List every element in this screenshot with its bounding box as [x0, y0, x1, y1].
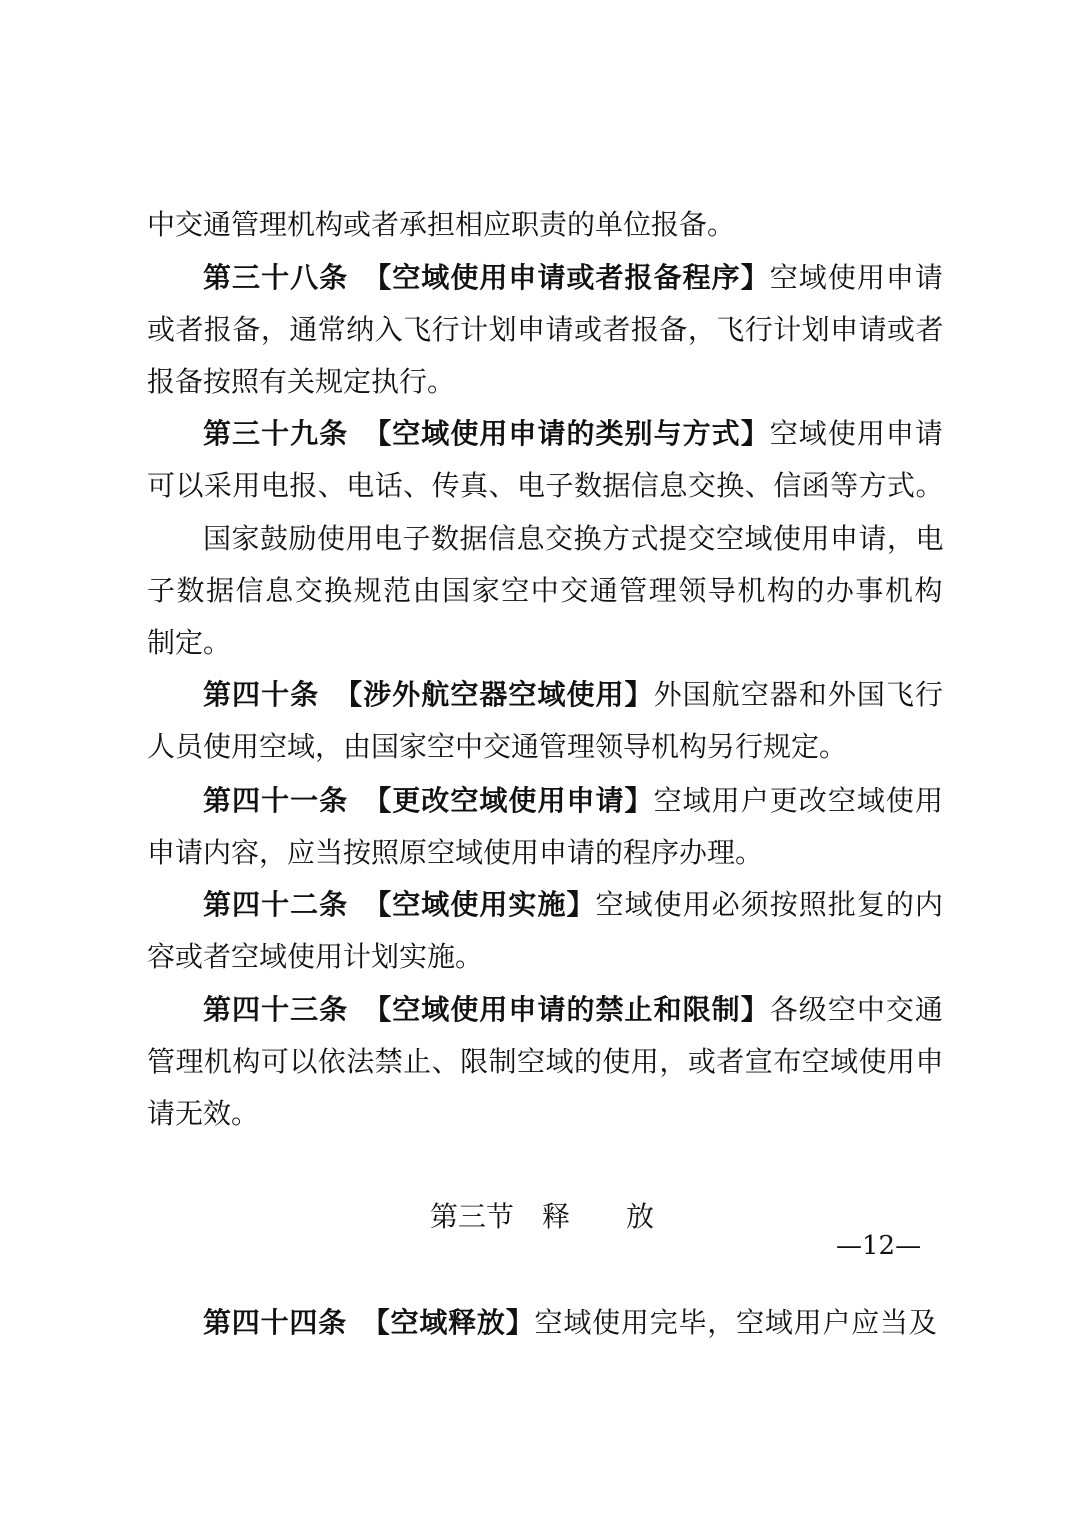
article-text: 中交通管理机构或者承担相应职责的单位报备。 — [147, 208, 736, 241]
article-text: 各级空中交通 — [769, 993, 944, 1026]
article-heading: 第四十二条 【空域使用实施】 — [203, 888, 596, 921]
article-text: 制定。 — [147, 626, 232, 659]
article-heading: 第四十一条 【更改空域使用申请】 — [203, 784, 654, 817]
article-text: 可以采用电报、电话、传真、电子数据信息交换、信函等方式。 — [147, 469, 944, 502]
section-title: 第三节 释 放 — [430, 1200, 655, 1233]
article-text: 请无效。 — [147, 1097, 260, 1130]
article-text: 容或者空域使用计划实施。 — [147, 940, 484, 973]
article-text: 外国航空器和外国飞行 — [653, 678, 944, 711]
article-text: 空域使用必须按照批复的内 — [595, 888, 944, 921]
article-text: 申请内容，应当按照原空域使用申请的程序办理。 — [147, 836, 764, 869]
article-text: 子数据信息交换规范由国家空中交通管理领导机构的办事机构 — [147, 574, 944, 607]
article-text: 空域用户更改空域使用 — [653, 784, 944, 817]
article-44-text: 空域使用完毕，空域用户应当及 — [534, 1306, 938, 1339]
article-heading: 第三十九条 【空域使用申请的类别与方式】 — [203, 417, 770, 450]
article-text: 国家鼓励使用电子数据信息交换方式提交空域使用申请，电 — [203, 522, 944, 555]
article-text: 或者报备，通常纳入飞行计划申请或者报备，飞行计划申请或者 — [147, 313, 944, 346]
article-text: 报备按照有关规定执行。 — [147, 365, 456, 398]
article-heading: 第四十条 【涉外航空器空域使用】 — [203, 678, 654, 711]
article-text: 空域使用申请 — [769, 261, 944, 294]
article-heading: 第四十三条 【空域使用申请的禁止和限制】 — [203, 993, 770, 1026]
article-text: 空域使用申请 — [769, 417, 944, 450]
article-heading: 第三十八条 【空域使用申请或者报备程序】 — [203, 261, 770, 294]
article-text: 管理机构可以依法禁止、限制空域的使用，或者宣布空域使用申 — [147, 1045, 944, 1078]
page-number: —12— — [836, 1231, 922, 1261]
article-text: 人员使用空域，由国家空中交通管理领导机构另行规定。 — [147, 730, 848, 763]
article-44-heading: 第四十四条 【空域释放】 — [203, 1306, 535, 1339]
